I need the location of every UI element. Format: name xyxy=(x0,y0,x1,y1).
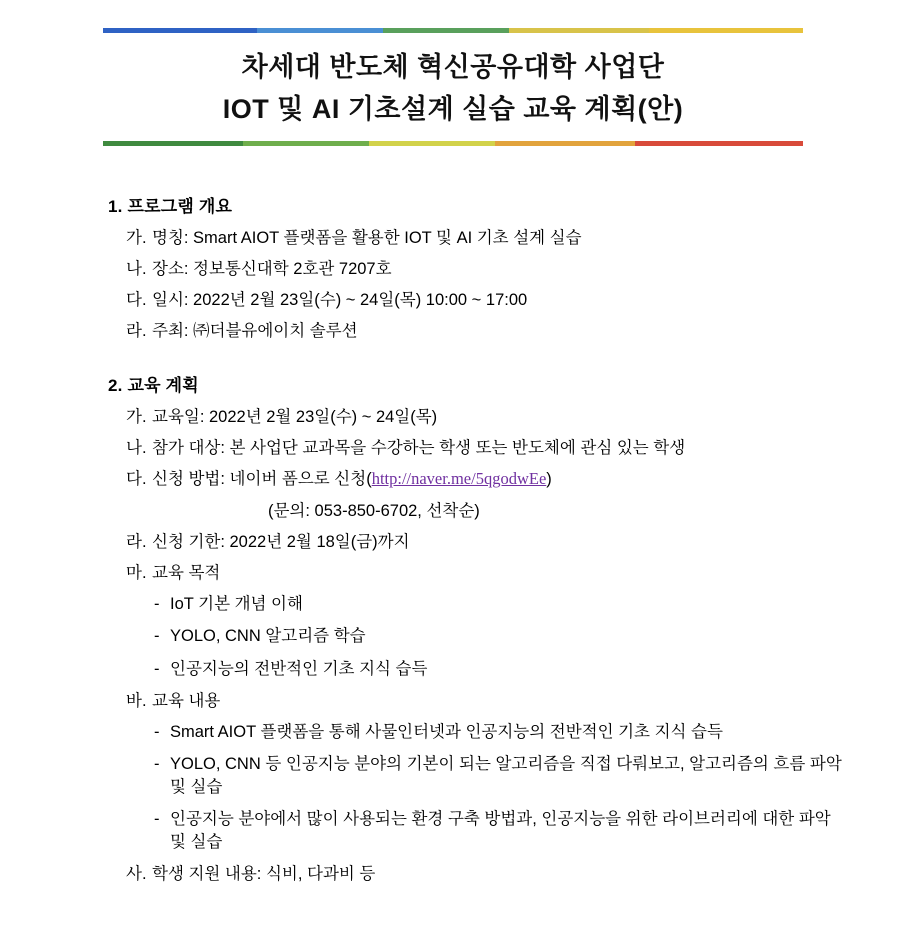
document-header xyxy=(103,28,803,146)
bullet-marker: - xyxy=(154,659,160,678)
item-marker: 라. xyxy=(126,322,147,341)
bullet-item xyxy=(108,808,846,854)
bullet-marker: - xyxy=(154,810,160,829)
item-text: 학생 지원 내용: 식비, 다과비 등 xyxy=(152,865,376,884)
item-marker: 다. xyxy=(126,470,147,489)
section-2-heading: 교육 계획 xyxy=(127,375,199,395)
bullet-item xyxy=(108,625,846,648)
section-1-heading: 프로그램 개요 xyxy=(127,196,233,216)
item-text: 장소: 정보통신대학 2호관 7207호 xyxy=(152,259,392,278)
bullet-item xyxy=(108,721,846,744)
contact-note: (문의: 053-850-6702, 선착순) xyxy=(268,501,480,520)
section-1-title xyxy=(108,198,846,215)
item-text: 명칭: Smart AIOT 플랫폼을 활용한 IOT 및 AI 기초 설계 실습 xyxy=(152,228,582,247)
list-item-purpose-heading xyxy=(108,562,846,584)
item-marker: 나. xyxy=(126,439,147,458)
bullet-marker: - xyxy=(154,754,160,773)
section-education-plan xyxy=(108,377,846,886)
item-marker: 라. xyxy=(126,532,147,551)
bullet-text: 인공지능의 전반적인 기초 지식 습득 xyxy=(170,659,428,678)
list-item-application-method xyxy=(108,468,846,490)
item-text: 교육 내용 xyxy=(152,691,221,710)
item-marker: 마. xyxy=(126,564,147,583)
item-text: 교육일: 2022년 2월 23일(수) ~ 24일(목) xyxy=(152,407,438,426)
list-item xyxy=(108,437,846,459)
section-program-overview xyxy=(108,198,846,343)
item-text: 일시: 2022년 2월 23일(수) ~ 24일(목) 10:00 ~ 17:00 xyxy=(152,291,528,310)
bullet-text: Smart AIOT 플랫폼을 통해 사물인터넷과 인공지능의 전반적인 기초 지식 습득 xyxy=(170,722,723,741)
item-text xyxy=(152,468,846,490)
title-area xyxy=(103,33,803,141)
item-marker: 가. xyxy=(126,228,147,247)
bullet-text: YOLO, CNN 등 인공지능 분야의 기본이 되는 알고리즘을 직접 다뤄보고, 알고리즘의 흐름 파악 및 실습 xyxy=(170,754,842,797)
page-title-line-1: 차세대 반도체 혁신공유대학 사업단 xyxy=(241,52,665,82)
section-2-title xyxy=(108,377,846,394)
item-marker: 사. xyxy=(126,865,147,884)
bullet-item xyxy=(108,753,846,799)
section-1-number: 1. xyxy=(108,196,123,216)
bullet-text: IoT 기본 개념 이해 xyxy=(170,595,303,614)
bullet-item xyxy=(108,593,846,616)
list-item xyxy=(108,227,846,249)
bullet-text: YOLO, CNN 알고리즘 학습 xyxy=(170,627,366,646)
item-text: 신청 기한: 2022년 2월 18일(금)까지 xyxy=(152,532,410,551)
list-item xyxy=(108,406,846,428)
list-item xyxy=(108,289,846,311)
bullet-item xyxy=(108,658,846,681)
list-item xyxy=(108,863,846,885)
bullet-marker: - xyxy=(154,627,160,646)
item-marker: 나. xyxy=(126,259,147,278)
item-text: 교육 목적 xyxy=(152,564,221,583)
document-content xyxy=(0,146,906,886)
application-method-suffix: ) xyxy=(546,470,552,489)
page-title-line-2: IOT 및 AI 기초설계 실습 교육 계획(안) xyxy=(222,93,684,124)
bullet-text: 인공지능 분야에서 많이 사용되는 환경 구축 방법과, 인공지능을 위한 라이브러리에 대한 파악 및 실습 xyxy=(170,810,831,852)
bullet-marker: - xyxy=(154,722,160,741)
item-text: 참가 대상: 본 사업단 교과목을 수강하는 학생 또는 반도체에 관심 있는 학생 xyxy=(152,439,686,458)
application-method-prefix: 신청 방법: 네이버 폼으로 신청( xyxy=(152,470,372,489)
item-marker: 다. xyxy=(126,291,147,310)
item-text: 주최: ㈜더블유에이치 솔루션 xyxy=(152,322,358,341)
item-marker: 가. xyxy=(126,407,147,426)
list-item xyxy=(108,531,846,553)
list-item xyxy=(108,258,846,280)
bullet-marker: - xyxy=(154,595,160,614)
section-2-number: 2. xyxy=(108,375,123,395)
document-page xyxy=(0,28,906,946)
item-marker: 바. xyxy=(126,691,147,710)
list-item xyxy=(108,320,846,342)
list-item-content-heading xyxy=(108,690,846,712)
naver-form-link[interactable]: http://naver.me/5qgodwEe xyxy=(371,469,547,489)
